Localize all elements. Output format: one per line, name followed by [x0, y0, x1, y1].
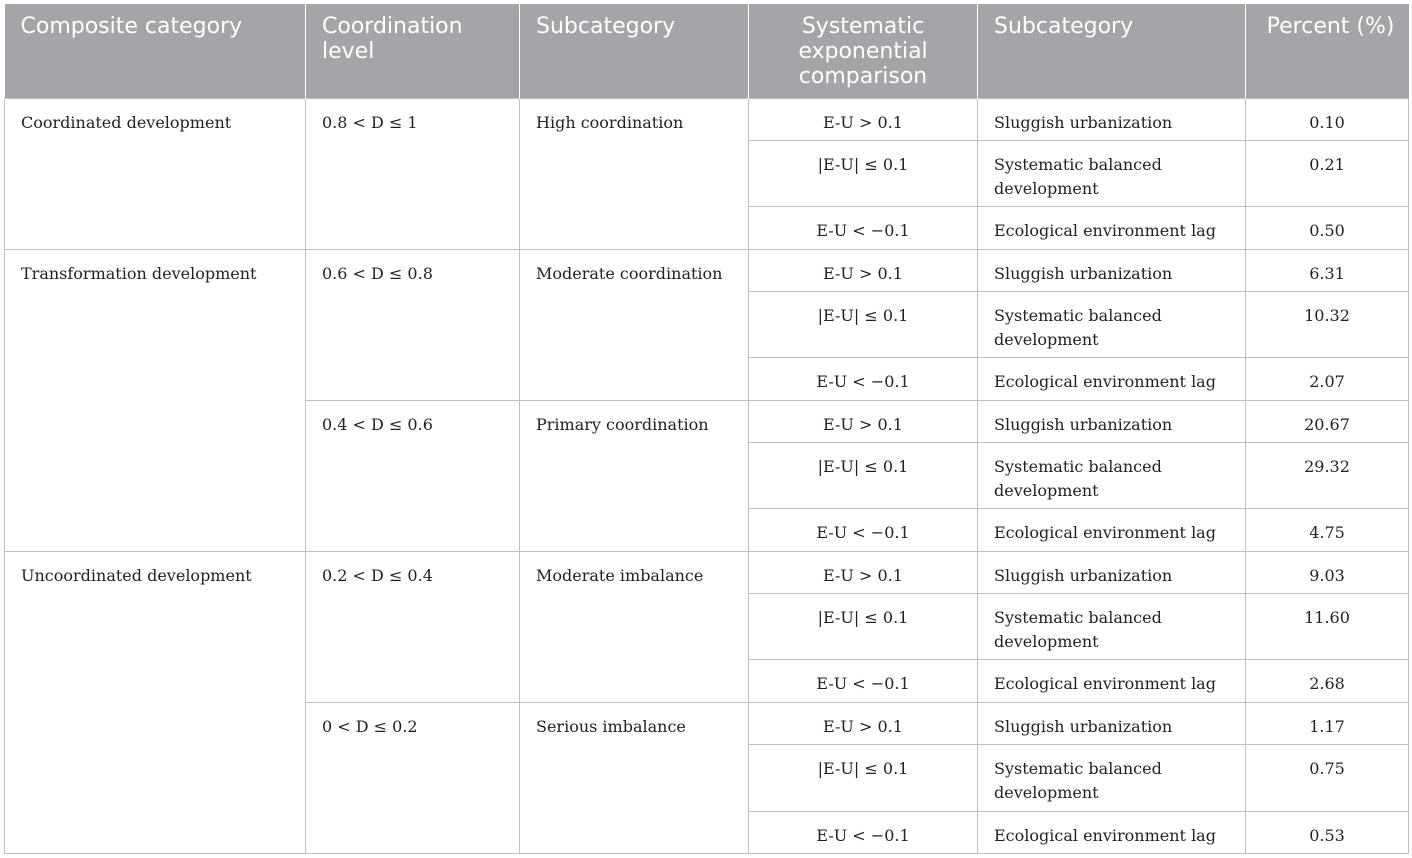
result-subcategory-cell: Sluggish urbanization — [978, 400, 1246, 442]
header-row — [5, 4, 1409, 98]
header-subcategory: Subcategory — [520, 4, 749, 98]
table-row — [5, 551, 1409, 593]
coordination-level-cell: 0.6 < D ≤ 0.8 — [306, 249, 520, 400]
percent-cell: 0.53 — [1246, 811, 1409, 853]
comparison-cell: |E-U| ≤ 0.1 — [749, 442, 978, 508]
percent-cell: 11.60 — [1246, 593, 1409, 659]
percent-cell: 9.03 — [1246, 551, 1409, 593]
header-systematic-comparison: Systematic exponential comparison — [749, 4, 978, 98]
percent-cell: 10.32 — [1246, 291, 1409, 357]
subcategory-cell: Moderate coordination — [520, 249, 749, 400]
composite-category-cell: Uncoordinated development — [5, 551, 306, 853]
result-subcategory-cell: Systematic balanced development — [978, 745, 1246, 811]
comparison-cell: E-U < −0.1 — [749, 660, 978, 702]
result-subcategory-cell: Ecological environment lag — [978, 509, 1246, 551]
result-subcategory-cell: Systematic balanced development — [978, 140, 1246, 206]
composite-category-cell: Transformation development — [5, 249, 306, 551]
result-subcategory-cell: Sluggish urbanization — [978, 551, 1246, 593]
header-subcategory-2: Subcategory — [978, 4, 1246, 98]
percent-cell: 1.17 — [1246, 702, 1409, 744]
subcategory-cell: High coordination — [520, 98, 749, 249]
comparison-cell: |E-U| ≤ 0.1 — [749, 140, 978, 206]
percent-cell: 2.07 — [1246, 358, 1409, 400]
percent-cell: 0.21 — [1246, 140, 1409, 206]
comparison-cell: E-U < −0.1 — [749, 509, 978, 551]
comparison-cell: |E-U| ≤ 0.1 — [749, 291, 978, 357]
percent-cell: 0.75 — [1246, 745, 1409, 811]
table-body — [5, 98, 1409, 854]
comparison-cell: E-U > 0.1 — [749, 400, 978, 442]
result-subcategory-cell: Systematic balanced development — [978, 291, 1246, 357]
table-row — [5, 98, 1409, 140]
percent-cell: 2.68 — [1246, 660, 1409, 702]
result-subcategory-cell: Ecological environment lag — [978, 811, 1246, 853]
comparison-cell: E-U < −0.1 — [749, 207, 978, 249]
coordination-level-cell: 0.2 < D ≤ 0.4 — [306, 551, 520, 702]
comparison-cell: E-U > 0.1 — [749, 702, 978, 744]
result-subcategory-cell: Systematic balanced development — [978, 442, 1246, 508]
table-header — [5, 4, 1409, 98]
comparison-cell: E-U > 0.1 — [749, 551, 978, 593]
subcategory-cell: Primary coordination — [520, 400, 749, 551]
coordination-level-cell: 0.8 < D ≤ 1 — [306, 98, 520, 249]
coordination-level-cell: 0.4 < D ≤ 0.6 — [306, 400, 520, 551]
header-percent: Percent (%) — [1246, 4, 1409, 98]
header-coordination-level: Coordination level — [306, 4, 520, 98]
result-subcategory-cell: Ecological environment lag — [978, 358, 1246, 400]
percent-cell: 20.67 — [1246, 400, 1409, 442]
table-row — [5, 249, 1409, 291]
percent-cell: 0.50 — [1246, 207, 1409, 249]
composite-category-cell: Coordinated development — [5, 98, 306, 249]
result-subcategory-cell: Ecological environment lag — [978, 660, 1246, 702]
result-subcategory-cell: Sluggish urbanization — [978, 702, 1246, 744]
result-subcategory-cell: Sluggish urbanization — [978, 249, 1246, 291]
result-subcategory-cell: Sluggish urbanization — [978, 98, 1246, 140]
result-subcategory-cell: Ecological environment lag — [978, 207, 1246, 249]
comparison-cell: E-U < −0.1 — [749, 358, 978, 400]
percent-cell: 0.10 — [1246, 98, 1409, 140]
comparison-cell: E-U > 0.1 — [749, 98, 978, 140]
coordination-level-cell: 0 < D ≤ 0.2 — [306, 702, 520, 853]
coordination-table — [4, 4, 1409, 854]
percent-cell: 6.31 — [1246, 249, 1409, 291]
comparison-cell: E-U < −0.1 — [749, 811, 978, 853]
comparison-cell: |E-U| ≤ 0.1 — [749, 593, 978, 659]
header-composite-category: Composite category — [5, 4, 306, 98]
comparison-cell: |E-U| ≤ 0.1 — [749, 745, 978, 811]
subcategory-cell: Serious imbalance — [520, 702, 749, 853]
result-subcategory-cell: Systematic balanced development — [978, 593, 1246, 659]
percent-cell: 29.32 — [1246, 442, 1409, 508]
percent-cell: 4.75 — [1246, 509, 1409, 551]
coordination-table-container — [4, 4, 1408, 854]
subcategory-cell: Moderate imbalance — [520, 551, 749, 702]
comparison-cell: E-U > 0.1 — [749, 249, 978, 291]
